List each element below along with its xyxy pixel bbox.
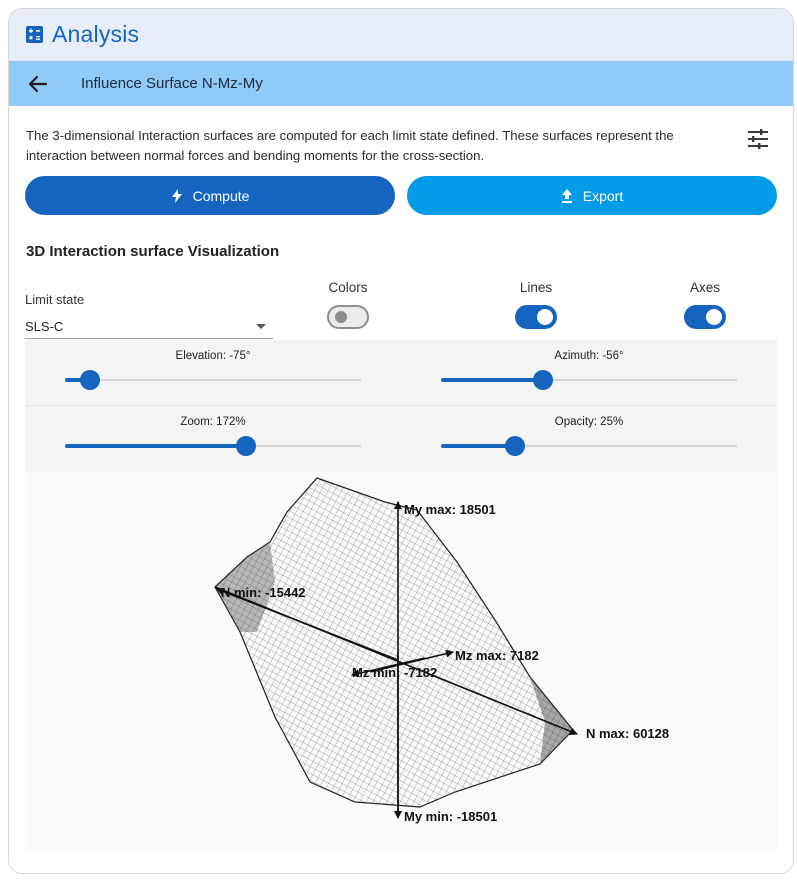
- limit-state-control: [25, 280, 273, 340]
- azimuth-fill: [441, 378, 543, 382]
- mz-min-label: Mz min: -7182: [352, 665, 438, 680]
- page-subheader: [9, 61, 793, 106]
- azimuth-label: Azimuth: -56°: [554, 350, 624, 362]
- zoom-fill: [65, 444, 246, 448]
- export-label: Export: [582, 187, 624, 204]
- n-max-label: N max: 60128: [586, 726, 670, 741]
- limit-state-value: SLS-C: [25, 319, 64, 334]
- export-button[interactable]: [407, 176, 777, 215]
- elevation-label: Elevation: -75°: [175, 350, 251, 362]
- lines-label: Lines: [519, 280, 553, 295]
- surface-plot[interactable]: [25, 472, 777, 850]
- back-button[interactable]: [9, 61, 67, 106]
- axes-toggle-group: [649, 280, 761, 340]
- zoom-label: Zoom: 172%: [180, 416, 246, 428]
- opacity-fill: [441, 444, 515, 448]
- section-title: 3D Interaction surface Visualization: [26, 243, 280, 260]
- bolt-icon: [171, 189, 183, 203]
- zoom-slider[interactable]: [25, 406, 401, 472]
- lines-toggle[interactable]: [515, 305, 557, 329]
- opacity-slider[interactable]: [401, 406, 777, 472]
- elevation-thumb[interactable]: [80, 370, 100, 390]
- slider-panel: [25, 340, 777, 472]
- upload-icon: [561, 189, 573, 203]
- axes-toggle[interactable]: [684, 305, 726, 329]
- tune-icon: [745, 126, 771, 152]
- page-title: Influence Surface N-Mz-My: [81, 75, 263, 92]
- settings-button[interactable]: [745, 126, 771, 152]
- limit-state-select[interactable]: [25, 315, 273, 339]
- my-max-label: My max: 18501: [404, 502, 496, 517]
- opacity-thumb[interactable]: [505, 436, 525, 456]
- caret-down-icon: [255, 323, 267, 331]
- n-min-label: N min: -15442: [221, 585, 306, 600]
- axes-label: Axes: [689, 280, 720, 295]
- interaction-surface-canvas[interactable]: [25, 472, 777, 850]
- app-title: Analysis: [52, 21, 140, 47]
- colors-toggle-group: [273, 280, 423, 340]
- description-text: The 3-dimensional Interaction surfaces are computed for each limit state defined. These surfaces represent the interaction between normal forces and bending moments for the cross-section.: [26, 128, 674, 163]
- zoom-thumb[interactable]: [236, 436, 256, 456]
- lines-toggle-knob: [537, 309, 553, 325]
- azimuth-thumb[interactable]: [533, 370, 553, 390]
- elevation-rail: [65, 379, 361, 381]
- slider-row-view: [25, 340, 777, 406]
- elevation-slider[interactable]: [25, 340, 401, 405]
- limit-state-label: Limit state: [25, 292, 85, 307]
- visualization-controls: [9, 280, 793, 340]
- opacity-label: Opacity: 25%: [554, 416, 624, 428]
- action-buttons: [9, 176, 793, 215]
- lines-toggle-group: [423, 280, 649, 340]
- colors-toggle[interactable]: [327, 305, 369, 329]
- interaction-surface: [215, 478, 573, 807]
- axes-toggle-knob: [706, 309, 722, 325]
- arrow-back-icon: [28, 74, 48, 94]
- compute-button[interactable]: [25, 176, 395, 215]
- colors-label: Colors: [328, 280, 368, 295]
- my-min-label: My min: -18501: [404, 809, 498, 824]
- analysis-card: [8, 8, 794, 874]
- mz-max-label: Mz max: 7182: [455, 648, 539, 663]
- slider-row-display: [25, 406, 777, 472]
- description-row: [9, 106, 793, 174]
- calculator-icon: [26, 26, 43, 43]
- compute-label: Compute: [192, 187, 250, 204]
- colors-toggle-knob: [335, 311, 347, 323]
- azimuth-slider[interactable]: [401, 340, 777, 405]
- app-header: [9, 9, 793, 61]
